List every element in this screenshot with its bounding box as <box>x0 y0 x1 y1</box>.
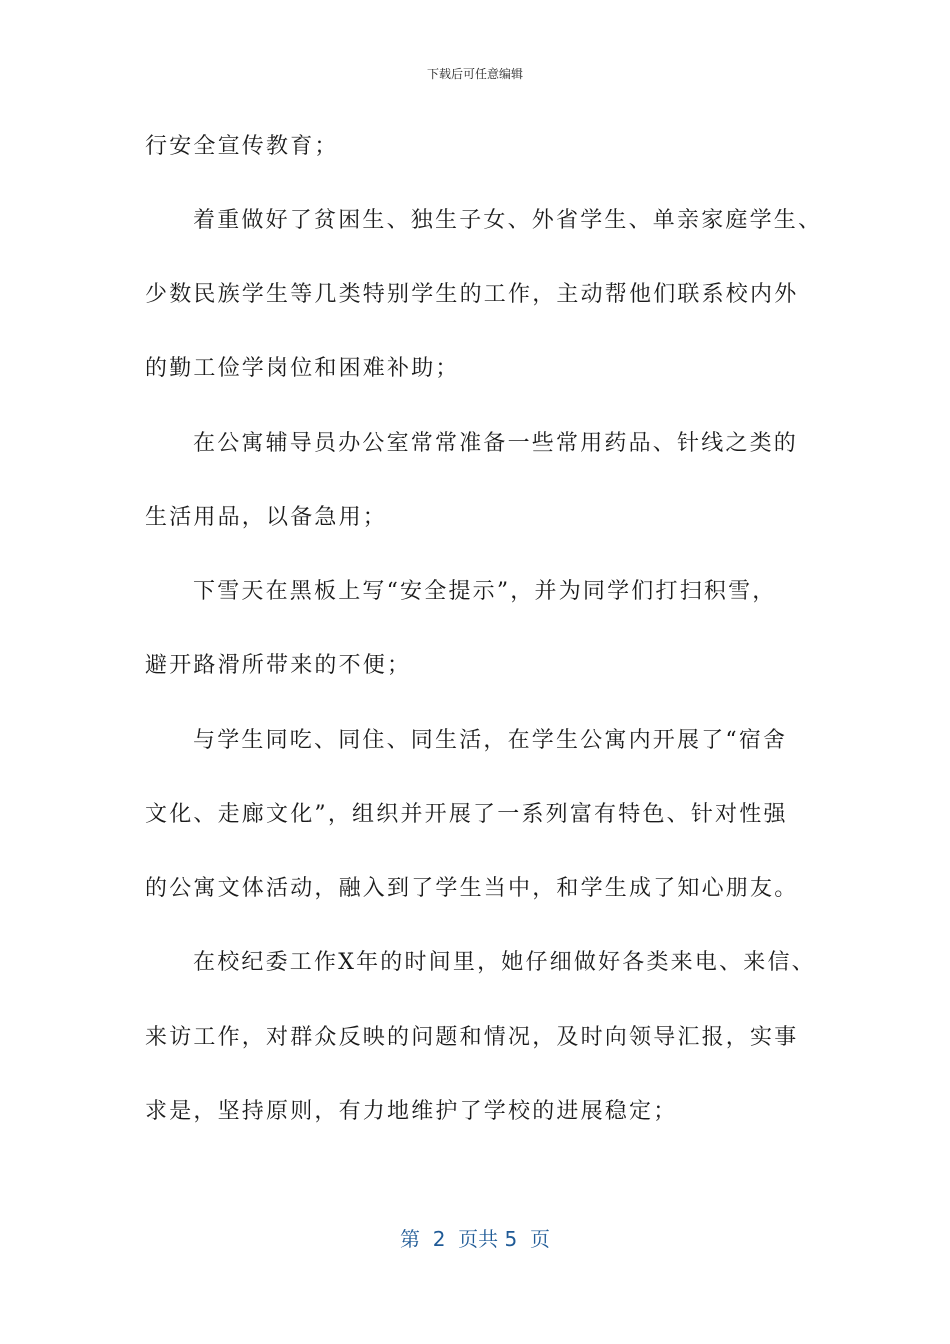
paragraph-line: 生活用品，以备急用； <box>145 505 388 530</box>
paragraph-line: 避开路滑所带来的不便； <box>145 653 412 678</box>
paragraph-line: 在公寓辅导员办公室常常准备一些常用药品、针线之类的 <box>193 431 799 456</box>
paragraph-line: 在校纪委工作X年的时间里，她仔细做好各类来电、来信、 <box>193 950 816 975</box>
paragraph-line: 的公寓文体活动，融入到了学生当中，和学生成了知心朋友。 <box>145 876 799 901</box>
paragraph-line: 少数民族学生等几类特别学生的工作，主动帮他们联系校内外 <box>145 282 799 307</box>
page-header: 下载后可任意编辑 <box>426 67 523 81</box>
page-number-footer: 第 2 页共 5 页 <box>400 1227 550 1251</box>
paragraph-line: 求是，坚持原则，有力地维护了学校的进展稳定； <box>145 1099 678 1124</box>
paragraph-line: 下雪天在黑板上写“安全提示”，并为同学们打扫积雪， <box>193 579 777 604</box>
paragraph-line: 文化、走廊文化”，组织并开展了一系列富有特色、针对性强 <box>145 802 788 827</box>
paragraph-line: 与学生同吃、同住、同生活，在学生公寓内开展了“宿舍 <box>193 728 788 753</box>
paragraph-line: 行安全宣传教育； <box>145 134 339 159</box>
paragraph-line: 来访工作，对群众反映的问题和情况，及时向领导汇报，实事 <box>145 1025 799 1050</box>
paragraph-line: 的勤工俭学岗位和困难补助； <box>145 356 460 381</box>
paragraph-line: 着重做好了贫困生、独生子女、外省学生、单亲家庭学生、 <box>193 208 823 233</box>
